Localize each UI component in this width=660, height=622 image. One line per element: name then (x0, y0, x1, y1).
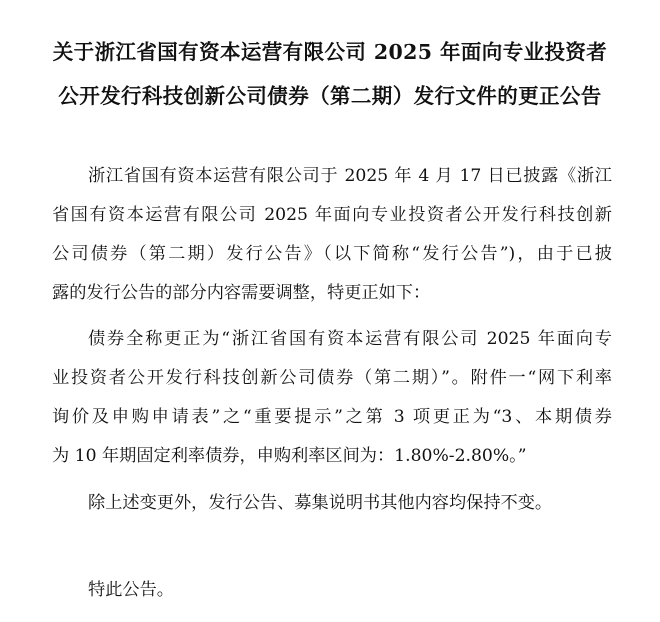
paragraph-line: 浙江省国有资本运营有限公司于 2025 年 4 月 17 日已披露《浙江 (88, 166, 612, 186)
paragraph-line: 除上述变更外，发行公告、募集说明书其他内容均保持不变。 (88, 493, 553, 513)
closing-statement: 特此公告。 (88, 580, 174, 600)
paragraph-line: 为 10 年期固定利率债券，申购利率区间为：1.80%-2.80%。” (52, 446, 527, 466)
paragraph-line: 业投资者公开发行科技创新公司债券（第二期）”。附件一“网下利率 (52, 368, 612, 388)
paragraph-line: 公司债券（第二期）发行公告》（以下简称“发行公告”)，由于已披 (52, 244, 612, 264)
paragraph-line: 询价及申购申请表”之“重要提示”之第 3 项更正为“3、本期债券 (52, 407, 612, 427)
paragraph-line: 债券全称更正为“浙江省国有资本运营有限公司 2025 年面向专 (88, 329, 612, 349)
title-line-1: 关于浙江省国有资本运营有限公司 2025 年面向专业投资者 (52, 40, 608, 64)
paragraph-line: 省国有资本运营有限公司 2025 年面向专业投资者公开发行科技创新 (52, 205, 612, 225)
paragraph-line: 露的发行公告的部分内容需要调整，特更正如下： (52, 283, 431, 303)
title-line-2: 公开发行科技创新公司债券（第二期）发行文件的更正公告 (58, 84, 602, 108)
